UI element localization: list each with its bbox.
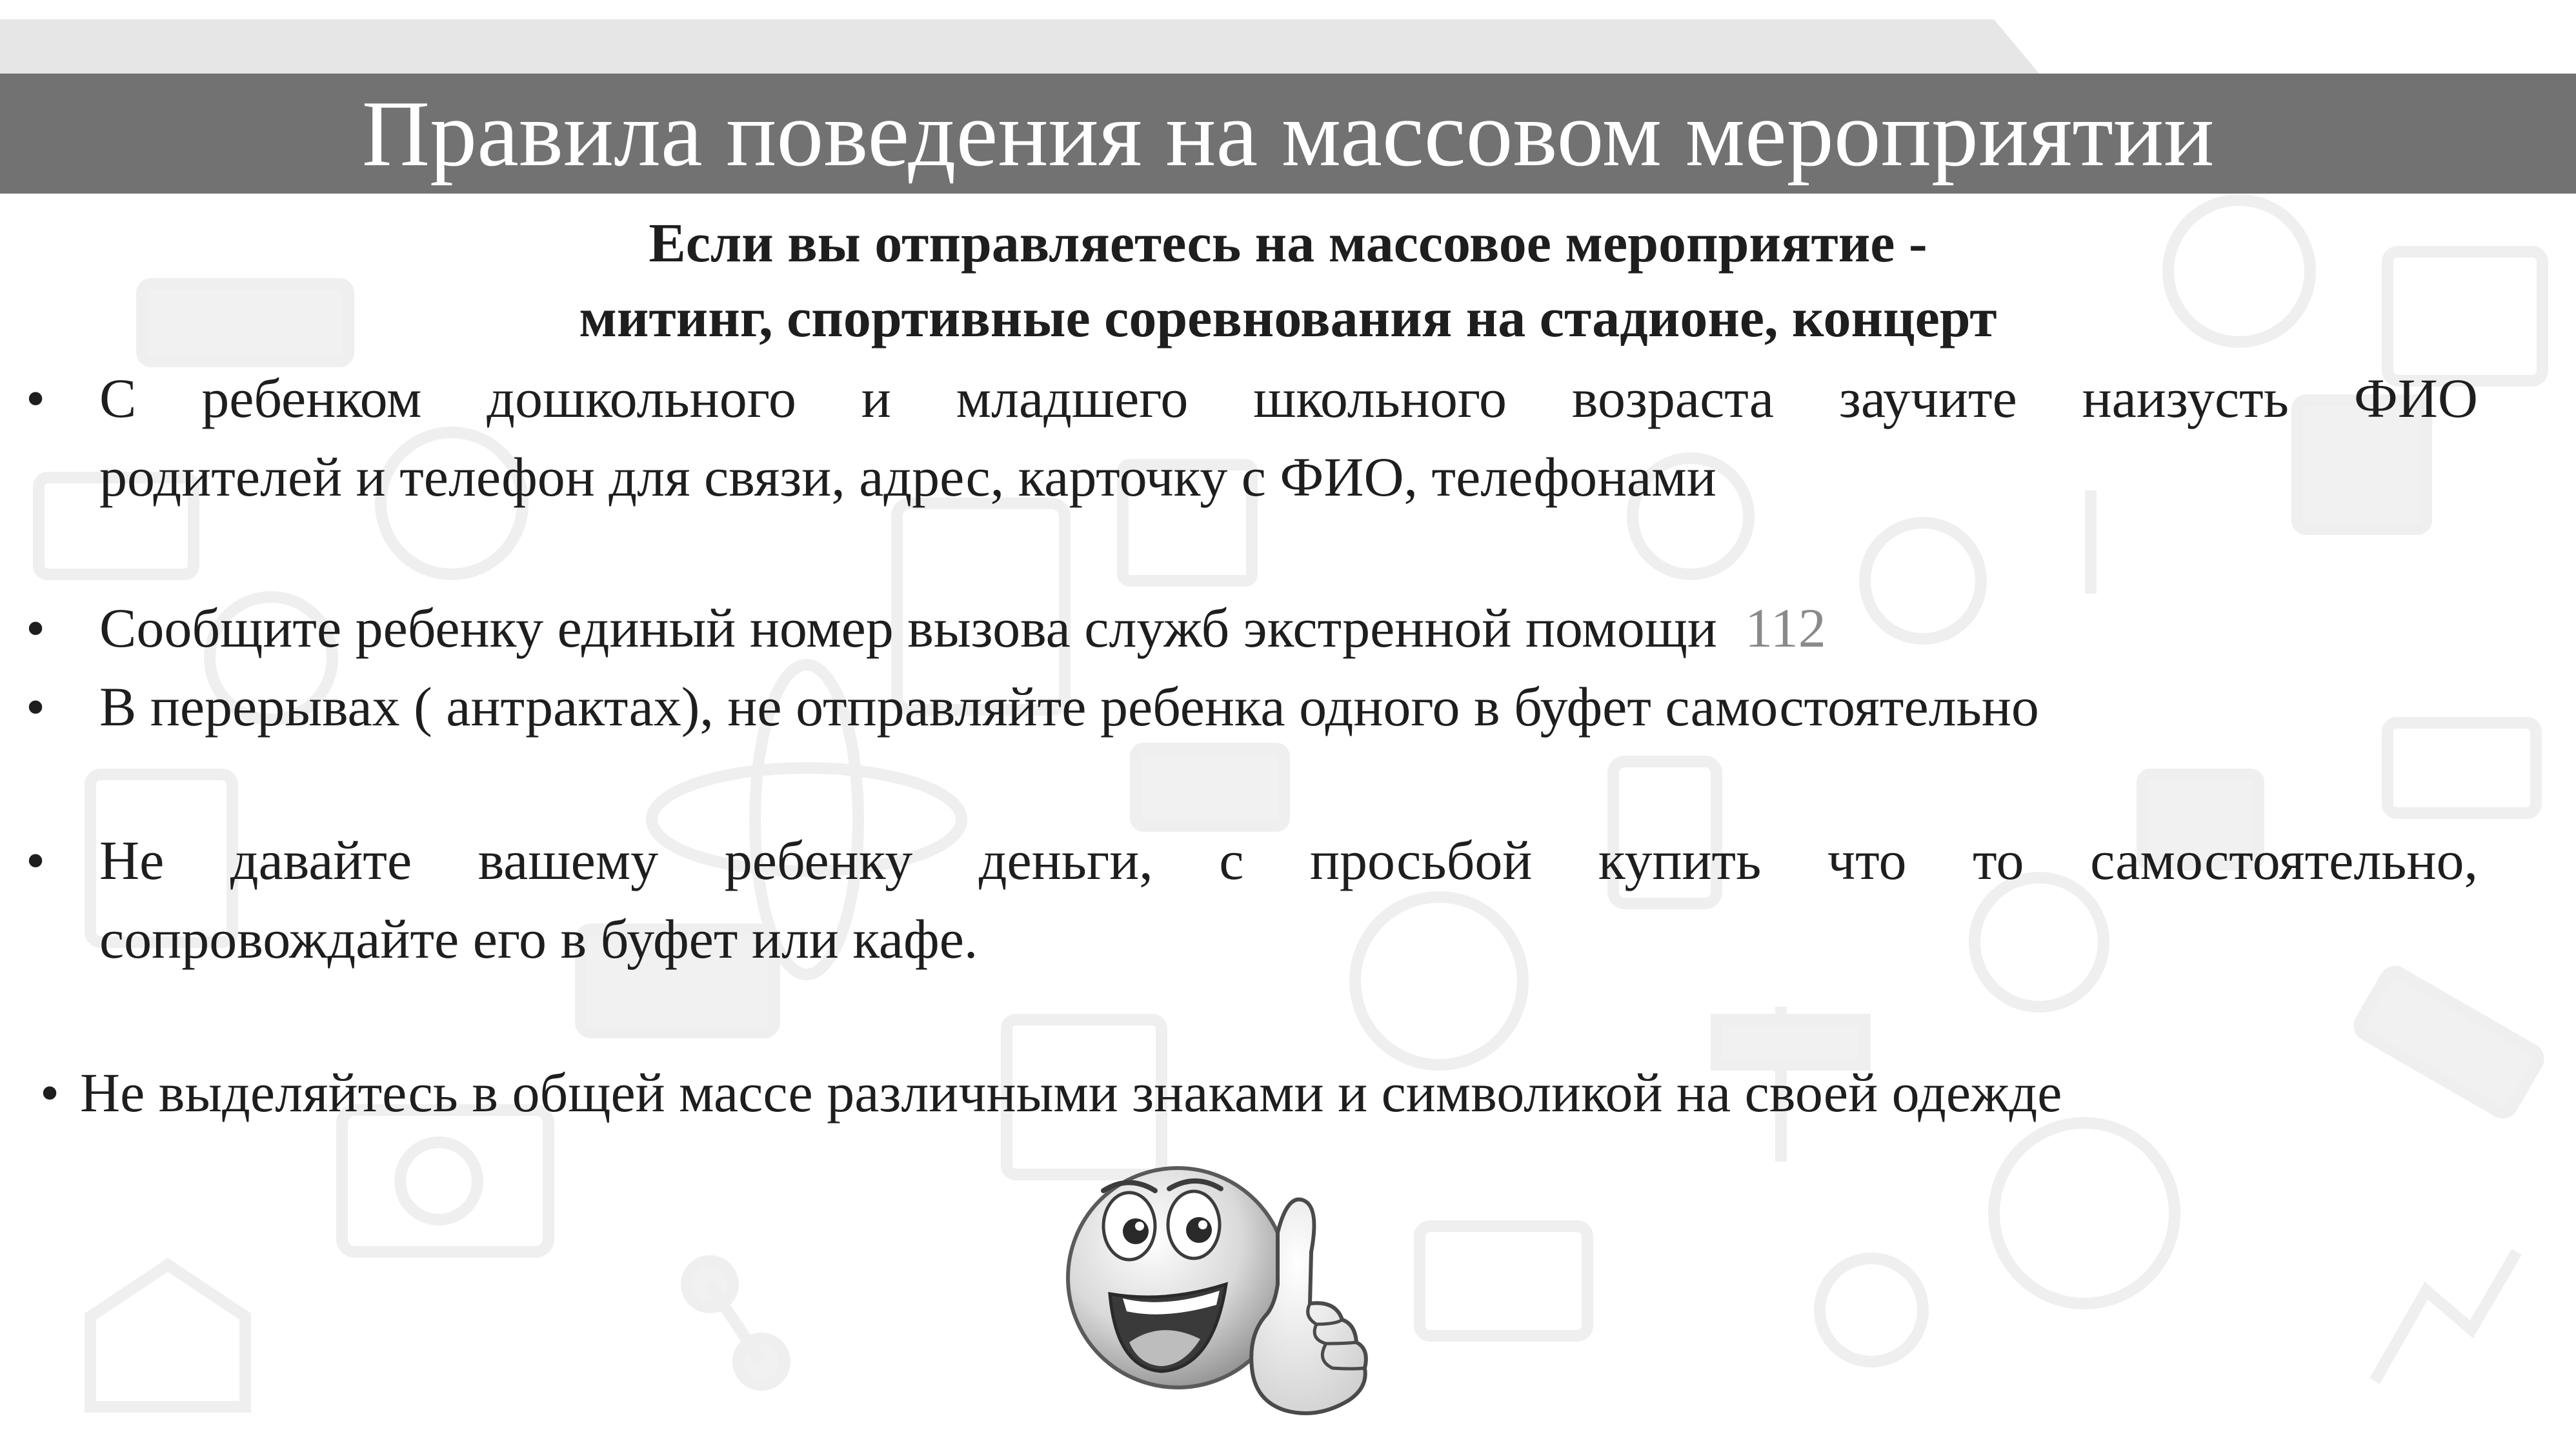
list-item — [26, 667, 2478, 746]
list-item — [26, 589, 2478, 667]
bullet-marker: • — [40, 1062, 60, 1124]
bullet-marker: • — [26, 597, 46, 659]
list-item — [26, 821, 2478, 978]
list-item — [40, 1053, 2492, 1132]
list-item-text: Не выделяйтесь в общей массе различными знаками и символикой на своей одежде — [80, 1062, 2062, 1124]
list-item-line-2: сопровождайте его в буфет или кафе. — [99, 908, 978, 970]
page-title: Правила поведения на массовом мероприятии — [361, 81, 2215, 186]
subtitle — [0, 205, 2576, 355]
top-decor-strip — [0, 19, 2576, 74]
list-item-text: В перерывах ( антрактах), не отправляйте ребенка одного в буфет самостоятельно — [99, 676, 2039, 738]
smiley-pointing-finger-icon — [1032, 1155, 1394, 1426]
list-item-line-2: родителей и телефон для связи, адрес, карточку с ФИО, телефонами — [99, 446, 1716, 508]
list-item — [26, 359, 2478, 516]
list-item-line-1: Не давайте вашему ребенку деньги, с просьбой купить что то самостоятельно, — [99, 829, 2478, 891]
subtitle-line-1: Если вы отправляетесь на массовое мероприятие - — [649, 212, 1927, 274]
bullet-marker: • — [26, 676, 46, 738]
list-item-text: Сообщите ребенку единый номер вызова служб экстренной помощи — [99, 597, 1717, 659]
emergency-number: 112 — [1744, 597, 1826, 659]
subtitle-line-2: митинг, спортивные соревнования на стадионе, концерт — [579, 287, 1997, 348]
list-item-line-1: С ребенком дошкольного и младшего школьного возраста заучите наизусть ФИО — [99, 367, 2478, 429]
bullet-marker: • — [26, 367, 46, 429]
bullet-marker: • — [26, 829, 46, 891]
